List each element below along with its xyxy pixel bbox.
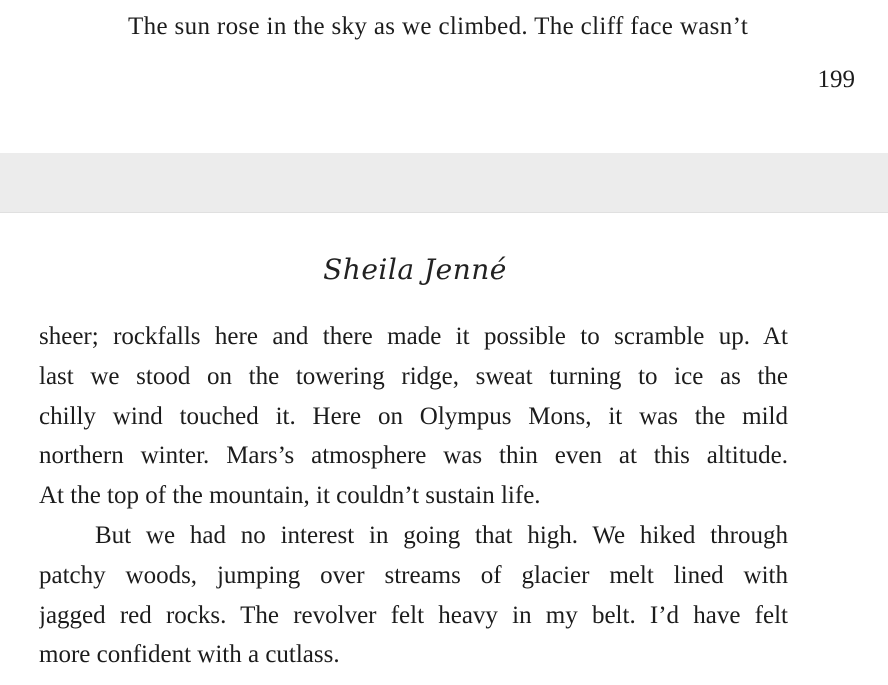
- page-number: 199: [817, 66, 855, 93]
- text-line: more confident with a cutlass.: [39, 641, 340, 669]
- text-line: jagged red rocks. The revolver felt heavy in my belt. I’d have felt: [39, 601, 788, 629]
- text-line: northern winter. Mars’s atmosphere was thin even at this altitude.: [39, 442, 788, 470]
- text-line: patchy woods, jumping over streams of glacier melt lined with: [39, 561, 788, 589]
- text-line: last we stood on the towering ridge, sweat turning to ice as the: [39, 362, 788, 390]
- text-line: But we had no interest in going that high. We hiked through: [95, 521, 788, 549]
- text-line: sheer; rockfalls here and there made it possible to scramble up. At: [39, 323, 788, 350]
- text-line: At the top of the mountain, it couldn’t sustain life.: [39, 482, 541, 510]
- running-head: Sheila Jenné: [323, 253, 507, 286]
- body-text: [39, 317, 788, 675]
- previous-page: [0, 0, 888, 153]
- page-gap: [0, 153, 888, 212]
- previous-page-last-line: The sun rose in the sky as we climbed. The cliff face wasn’t: [128, 13, 749, 40]
- text-line: chilly wind touched it. Here on Olympus Mons, it was the mild: [39, 402, 788, 430]
- current-page: [0, 212, 888, 685]
